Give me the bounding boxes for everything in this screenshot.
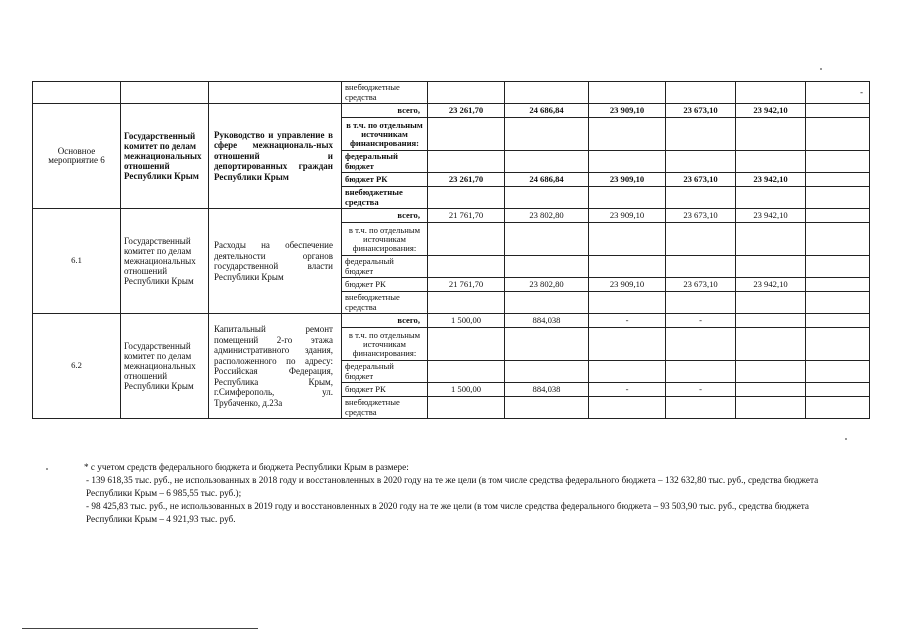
value-cell (589, 82, 666, 104)
value-cell: 24 686,84 (505, 173, 589, 187)
table-body (33, 82, 870, 419)
footnote-line: Республики Крым – 6 985,55 тыс. руб.); (86, 488, 242, 498)
value-cell (806, 278, 870, 292)
bottom-rule (22, 628, 258, 629)
value-cell: 23 802,80 (505, 209, 589, 223)
value-cell (589, 256, 666, 278)
activity-description: Расходы на обеспечение деятельности органов государственной власти Республики Крым (209, 209, 342, 314)
value-cell: - (666, 383, 736, 397)
funding-source: бюджет РК (342, 383, 428, 397)
footnote-line: - 98 425,83 тыс. руб., не использованных в 2019 году и восстановленных в 2020 году на те же цели (в том числе средства федерального бюджета – 93 503,90 тыс. руб., средства бюджета (86, 501, 810, 511)
value-cell (736, 256, 806, 278)
value-cell: 23 261,70 (428, 104, 505, 118)
value-cell: 23 942,10 (736, 278, 806, 292)
value-cell: 23 942,10 (736, 104, 806, 118)
value-cell: 23 909,10 (589, 278, 666, 292)
footnote-line: * с учетом средств федерального бюджета и бюджета Республики Крым в размере: (84, 462, 409, 472)
footnote-line: Республики Крым – 4 921,93 тыс. руб. (86, 514, 236, 524)
funding-source: федеральный бюджет (342, 361, 428, 383)
value-cell (806, 187, 870, 209)
funding-source: всего, (342, 104, 428, 118)
value-cell: 23 942,10 (736, 209, 806, 223)
value-cell (806, 383, 870, 397)
value-cell (806, 151, 870, 173)
footnotes (84, 461, 864, 526)
value-cell (666, 187, 736, 209)
value-cell (736, 383, 806, 397)
value-cell (666, 292, 736, 314)
value-cell: - (589, 314, 666, 328)
scan-speck (820, 68, 822, 70)
activity-description: Руководство и управление в сфере межнациональ-ных отношений и депортированных граждан Республики Крым (209, 104, 342, 209)
total-cell: - (806, 82, 870, 104)
funding-source: в т.ч. по отдельным источникам финансирования: (342, 328, 428, 361)
value-cell (505, 151, 589, 173)
value-cell (428, 223, 505, 256)
value-cell: 884,038 (505, 314, 589, 328)
cell-empty (209, 82, 342, 104)
table-row (33, 209, 870, 223)
funding-source: федеральный бюджет (342, 256, 428, 278)
value-cell (505, 118, 589, 151)
value-cell: 23 802,80 (505, 278, 589, 292)
value-cell: 1 500,00 (428, 314, 505, 328)
value-cell: 23 909,10 (589, 173, 666, 187)
value-cell (589, 397, 666, 419)
value-cell (505, 256, 589, 278)
value-cell (505, 361, 589, 383)
footnote-line: - 139 618,35 тыс. руб., не использованных в 2018 году и восстановленных в 2020 году на те же цели (в том числе средства федерального бюджета – 132 632,80 тыс. руб., средства бюджета (86, 475, 819, 485)
value-cell (505, 223, 589, 256)
value-cell (505, 328, 589, 361)
value-cell (806, 209, 870, 223)
measure-number: 6.1 (33, 209, 121, 314)
value-cell (736, 223, 806, 256)
table-row (33, 314, 870, 328)
value-cell (589, 223, 666, 256)
value-cell: 1 500,00 (428, 383, 505, 397)
cell-empty (121, 82, 209, 104)
value-cell (505, 397, 589, 419)
executor: Государственный комитет по делам межнациональных отношений Республики Крым (121, 314, 209, 419)
value-cell (666, 118, 736, 151)
executor: Государственный комитет по делам межнациональных отношений Республики Крым (121, 209, 209, 314)
value-cell: 23 673,10 (666, 173, 736, 187)
funding-source: внебюджетные средства (342, 82, 428, 104)
value-cell (736, 328, 806, 361)
value-cell (736, 118, 806, 151)
value-cell (428, 256, 505, 278)
funding-source: в т.ч. по отдельным источникам финансирования: (342, 118, 428, 151)
value-cell: 23 673,10 (666, 278, 736, 292)
value-cell (806, 397, 870, 419)
scan-speck (46, 468, 48, 470)
value-cell (806, 223, 870, 256)
value-cell: 23 673,10 (666, 209, 736, 223)
value-cell (736, 314, 806, 328)
budget-table (32, 81, 870, 419)
value-cell (505, 292, 589, 314)
value-cell (736, 82, 806, 104)
value-cell (806, 173, 870, 187)
value-cell (505, 187, 589, 209)
value-cell: 23 909,10 (589, 209, 666, 223)
value-cell (428, 187, 505, 209)
funding-source: бюджет РК (342, 278, 428, 292)
funding-source: всего, (342, 209, 428, 223)
table-row (33, 104, 870, 118)
value-cell (666, 328, 736, 361)
value-cell (666, 361, 736, 383)
value-cell (666, 256, 736, 278)
value-cell (806, 314, 870, 328)
value-cell (428, 361, 505, 383)
value-cell (806, 256, 870, 278)
value-cell (589, 118, 666, 151)
value-cell (806, 361, 870, 383)
value-cell (505, 82, 589, 104)
value-cell (428, 82, 505, 104)
value-cell: - (666, 314, 736, 328)
table-row (33, 82, 870, 104)
value-cell: 23 909,10 (589, 104, 666, 118)
value-cell (666, 397, 736, 419)
value-cell (736, 151, 806, 173)
funding-source: всего, (342, 314, 428, 328)
value-cell (736, 187, 806, 209)
value-cell (589, 361, 666, 383)
funding-source: федеральный бюджет (342, 151, 428, 173)
value-cell (806, 292, 870, 314)
funding-source: в т.ч. по отдельным источникам финансирования: (342, 223, 428, 256)
value-cell (666, 82, 736, 104)
value-cell (806, 328, 870, 361)
value-cell: - (589, 383, 666, 397)
funding-source: внебюджетные средства (342, 397, 428, 419)
value-cell (428, 151, 505, 173)
value-cell: 884,038 (505, 383, 589, 397)
value-cell (666, 223, 736, 256)
value-cell (736, 292, 806, 314)
scan-speck (845, 438, 847, 440)
value-cell (589, 292, 666, 314)
cell-empty (33, 82, 121, 104)
value-cell: 21 761,70 (428, 278, 505, 292)
value-cell (589, 151, 666, 173)
value-cell (736, 361, 806, 383)
value-cell (806, 104, 870, 118)
funding-source: внебюджетные средства (342, 292, 428, 314)
value-cell (589, 187, 666, 209)
value-cell: 21 761,70 (428, 209, 505, 223)
activity-description: Капитальный ремонт помещений 2-го этажа административного здания, расположенного по адресу: Российская Федерация, Республика Крым, г.Симферополь, ул. Трубаченко, д.23а (209, 314, 342, 419)
value-cell: 24 686,84 (505, 104, 589, 118)
measure-number: Основное мероприятие 6 (33, 104, 121, 209)
value-cell: 23 261,70 (428, 173, 505, 187)
value-cell (589, 328, 666, 361)
value-cell: 23 673,10 (666, 104, 736, 118)
funding-source: внебюджетные средства (342, 187, 428, 209)
value-cell (428, 292, 505, 314)
measure-number: 6.2 (33, 314, 121, 419)
executor: Государственный комитет по делам межнациональных отношений Республики Крым (121, 104, 209, 209)
value-cell (428, 397, 505, 419)
value-cell (428, 328, 505, 361)
value-cell (428, 118, 505, 151)
funding-source: бюджет РК (342, 173, 428, 187)
value-cell (736, 397, 806, 419)
value-cell: 23 942,10 (736, 173, 806, 187)
value-cell (806, 118, 870, 151)
value-cell (666, 151, 736, 173)
